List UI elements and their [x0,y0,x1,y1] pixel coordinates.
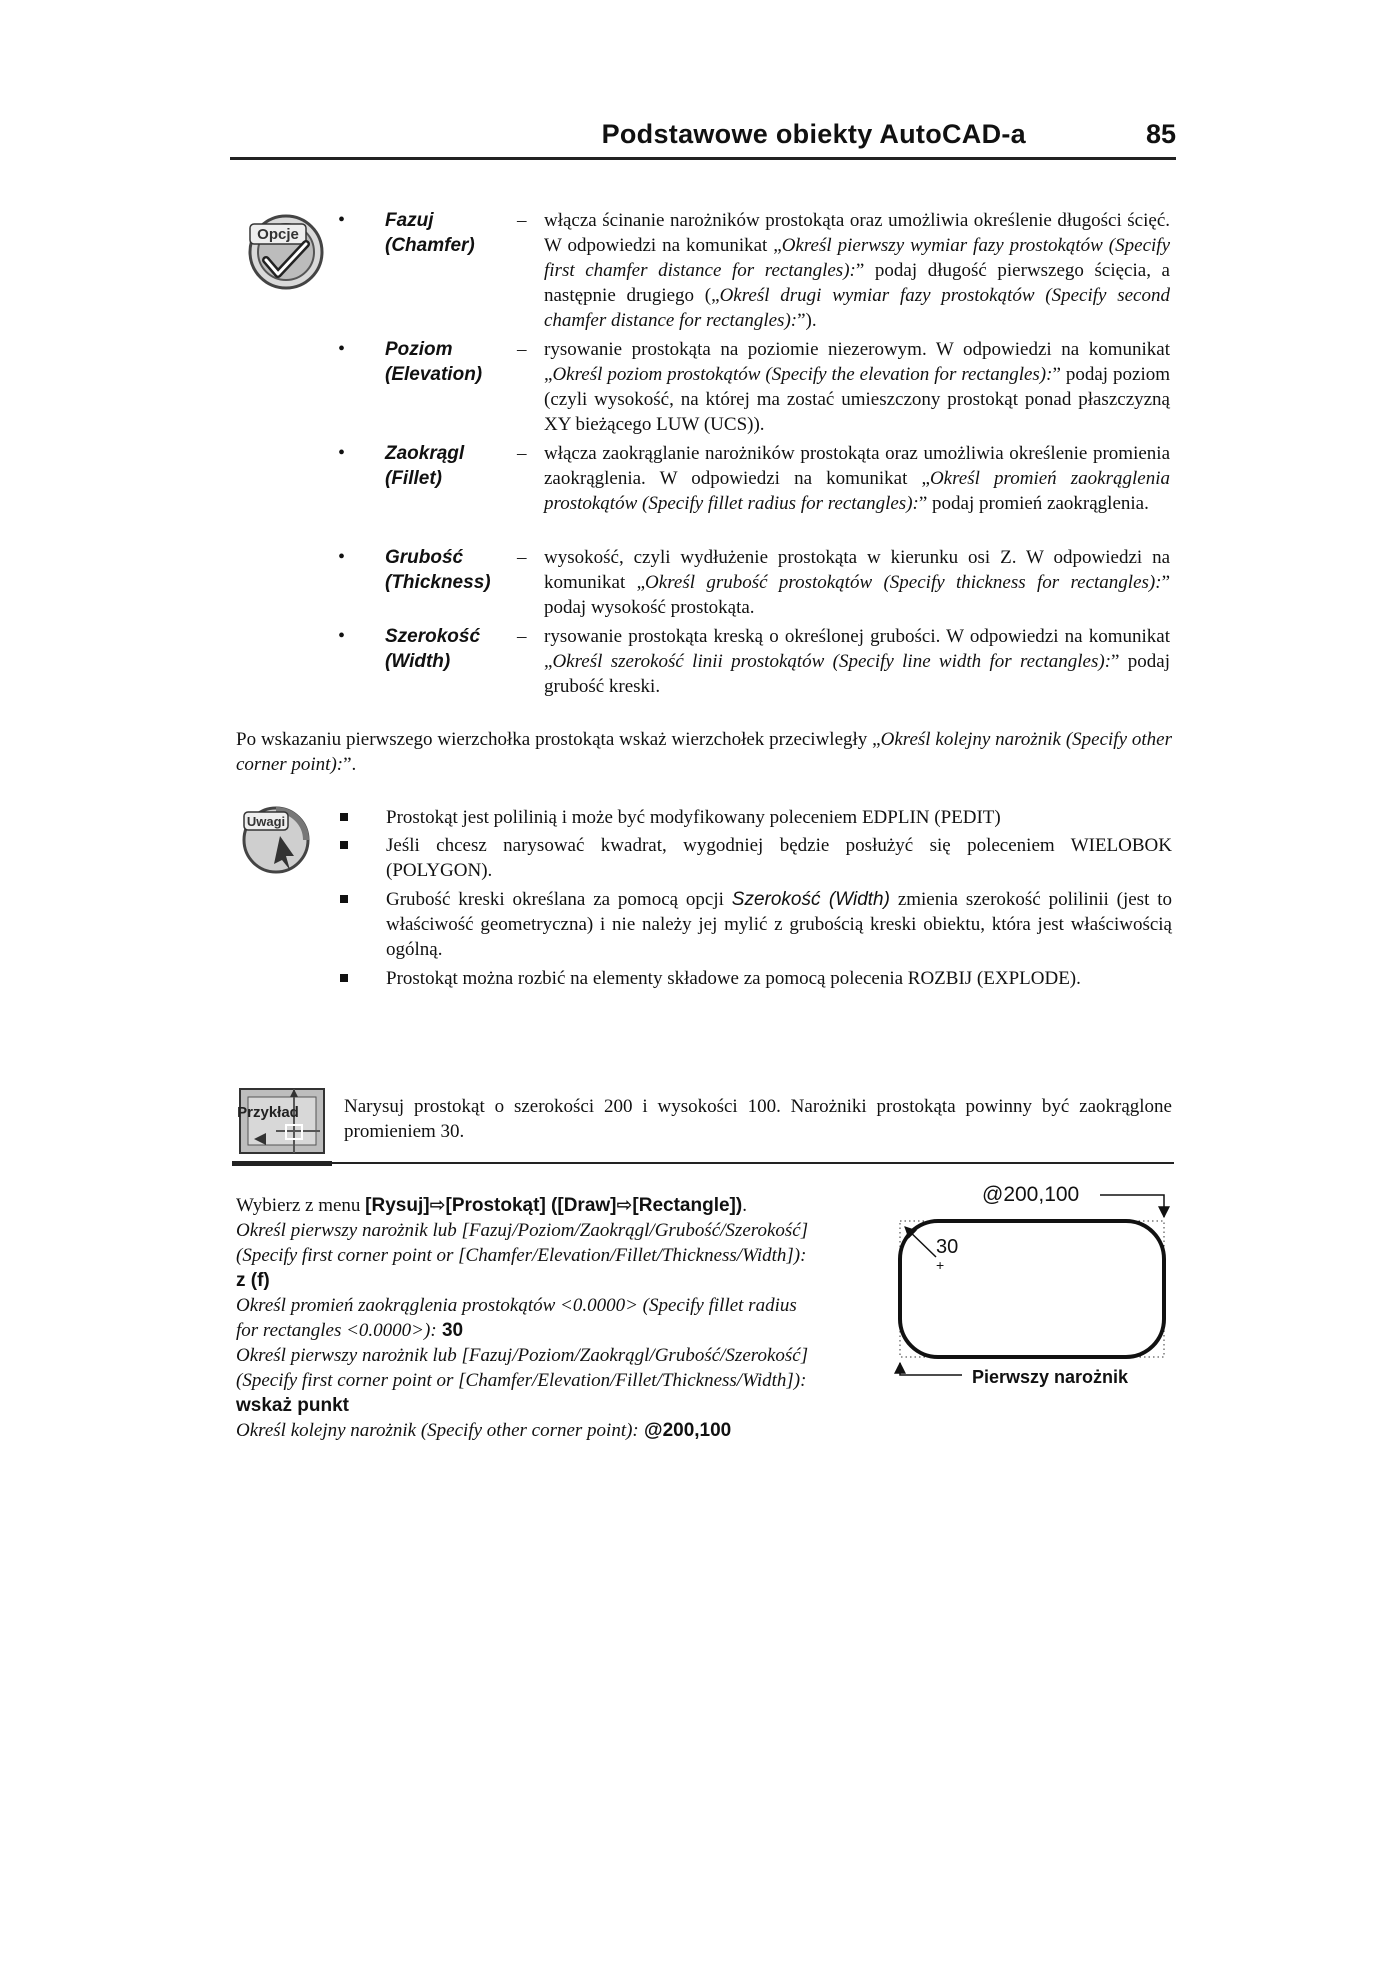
menu-path: [Rysuj]⇨[Prostokąt] ([Draw]⇨[Rectangle]) [365,1195,743,1216]
first-corner-label: Pierwszy narożnik [972,1367,1129,1387]
przyklad-icon [236,1085,328,1157]
command-input: @200,100 [638,1420,732,1441]
radius-label: 30 [936,1236,959,1258]
note-text [386,966,1172,991]
command-line [236,1293,876,1318]
paragraph-corner-point [236,727,1172,777]
text-run: Określ pierwszy wymiar fazy prostokątów (Specify first chamfer distance for rectangles): [544,235,1170,281]
text-run: Określ poziom prostokątów (Specify the elevation for rectangles): [552,364,1053,385]
text-run: ” podaj długość pierwszego ścięcia, a następnie drugiego („ [544,260,1170,306]
command-prompt: for rectangles <0.0000>): [236,1320,437,1341]
bullet-icon: • [338,442,346,464]
command-line [236,1393,876,1418]
example-divider [232,1162,1174,1164]
dash: – [517,547,527,568]
command-prompt: Określ kolejny narożnik (Specify other corner point): [236,1420,639,1441]
option-name-pl: Szerokość [385,626,481,647]
text-run: ” podaj poziom (czyli wysokość, na której ma zostać umieszczony prostokąt ponad płaszczyzną XY bieżącego LUW (UCS)). [544,364,1171,435]
option-name-en: (Elevation) [385,364,483,385]
command-line [236,1368,876,1393]
text-run: Grubość kreski określana za pomocą opcji [386,889,732,910]
option-name [385,337,515,387]
option-name [385,441,515,491]
option-description [544,208,1170,333]
opcje-icon-label: Opcje [257,226,299,243]
note-text [386,833,1172,883]
text-run: Szerokość (Width) [731,889,890,910]
command-prompt: (Specify first corner point or [Chamfer/Elevation/Fillet/Thickness/Width]): [236,1370,807,1391]
command-input: z (f) [236,1270,270,1291]
option-description [544,624,1170,699]
option-name-en: (Thickness) [385,572,491,593]
text-run: ” podaj promień zaokrąglenia. [918,493,1149,514]
command-line [236,1318,876,1343]
command-line [236,1268,876,1293]
option-name-pl: Poziom [385,339,453,360]
command-line [236,1218,876,1243]
command-input: 30 [436,1320,464,1341]
command-intro-end: . [742,1195,747,1216]
bullet-icon: • [338,338,346,360]
text-run: ” podaj wysokość prostokąta. [544,572,1171,618]
text-run: wysokość, czyli wydłużenie prostokąta w kierunku osi Z. W odpowiedzi na komunikat „ [544,547,1170,593]
square-bullet-icon [340,895,348,903]
note-text [386,887,1172,962]
command-prompt: (Specify first corner point or [Chamfer/Elevation/Fillet/Thickness/Width]): [236,1245,807,1266]
text-run: Określ kolejny narożnik (Specify other corner point): [236,729,1172,775]
text-run: ”. [343,754,357,775]
dash: – [517,339,527,360]
text-run: ”). [797,310,817,331]
option-name-en: (Chamfer) [385,235,475,256]
opcje-icon [244,208,328,292]
text-run: włącza ścinanie narożników prostokąta oraz umożliwia określenie długości ścięć. W odpowiedzi na komunikat „ [544,210,1170,256]
text-run: Określ drugi wymiar fazy prostokątów (Specify second chamfer distance for rectangles): [544,285,1170,331]
square-bullet-icon [340,974,348,982]
text-run: ” podaj grubość kreski. [544,651,1170,697]
option-name [385,545,515,595]
command-line [236,1343,876,1368]
command-prompt: Określ pierwszy narożnik lub [Fazuj/Poziom/Zaokrągl/Grubość/Szerokość] [236,1345,809,1366]
command-sequence [236,1193,876,1443]
option-name [385,208,515,258]
option-name-pl: Zaokrągl [385,443,465,464]
text-run: włącza zaokrąglanie narożników prostokąta oraz umożliwia określenie promienia zaokrąglenia. W odpowiedzi na komunikat „ [544,443,1170,489]
command-intro-line [236,1193,876,1218]
rectangle-figure [880,1175,1180,1395]
text-run: Prostokąt jest polilinią i może być modyfikowany poleceniem EDPLIN (PEDIT) [386,807,1001,828]
dash: – [517,626,527,647]
dash: – [517,443,527,464]
example-task: Narysuj prostokąt o szerokości 200 i wysokości 100. Narożniki prostokąta powinny być zaokrąglone promieniem 30. [344,1096,1172,1142]
command-intro: Wybierz z menu [236,1195,366,1216]
bullet-icon: • [338,625,346,647]
text-run: Określ promień zaokrąglenia prostokątów (Specify fillet radius for rectangles): [544,468,1170,514]
option-name-en: (Width) [385,651,451,672]
option-name-pl: Fazuj [385,210,434,231]
text-run: rysowanie prostokąta na poziomie niezerowym. W odpowiedzi na komunikat „ [544,339,1170,385]
bullet-icon: • [338,209,346,231]
text-run: Jeśli chcesz narysować kwadrat, wygodniej będzie posłużyć się poleceniem WIELOBOK (POLYGON). [386,835,1172,881]
text-run: Określ grubość prostokątów (Specify thickness for rectangles): [645,572,1162,593]
przyklad-icon-label: Przykład [237,1104,299,1121]
command-input: wskaż punkt [236,1395,349,1416]
example-divider-accent [232,1161,332,1166]
bullet-icon: • [338,546,346,568]
square-bullet-icon [340,813,348,821]
uwagi-icon-label: Uwagi [246,814,286,829]
text-run: rysowanie prostokąta kreską o określonej grubości. W odpowiedzi na komunikat „ [544,626,1170,672]
command-prompt: Określ pierwszy narożnik lub [Fazuj/Poziom/Zaokrągl/Grubość/Szerokość] [236,1220,809,1241]
option-name-pl: Grubość [385,547,464,568]
page-number: 85 [1145,119,1176,149]
uwagi-icon [240,800,312,876]
corner-label: @200,100 [982,1183,1080,1206]
note-text [386,805,1172,830]
running-header [230,118,1176,160]
option-name [385,624,515,674]
command-line [236,1418,876,1443]
option-name-en: (Fillet) [385,468,442,489]
option-description [544,441,1170,516]
text-run: Określ szerokość linii prostokątów (Specify line width for rectangles): [552,651,1112,672]
command-line [236,1243,876,1268]
svg-text:+: + [936,1257,945,1273]
option-description [544,337,1170,437]
command-prompt: Określ promień zaokrąglenia prostokątów <0.0000> (Specify fillet radius [236,1295,797,1316]
text-run: Prostokąt można rozbić na elementy składowe za pomocą polecenia ROZBIJ (EXPLODE). [386,968,1081,989]
text-run: zmienia szerokość polilinii (jest to właściwość geometryczna) i nie należy jej mylić z grubością kreski obiektu, która jest właściwością ogólną. [386,889,1172,960]
option-description [544,545,1170,620]
dash: – [517,210,527,231]
text-run: Po wskazaniu pierwszego wierzchołka prostokąta wskaż wierzchołek przeciwległy „ [236,729,881,750]
header-title: Podstawowe obiekty AutoCAD-a [601,119,1026,149]
command-lines [236,1218,876,1443]
square-bullet-icon [340,841,348,849]
